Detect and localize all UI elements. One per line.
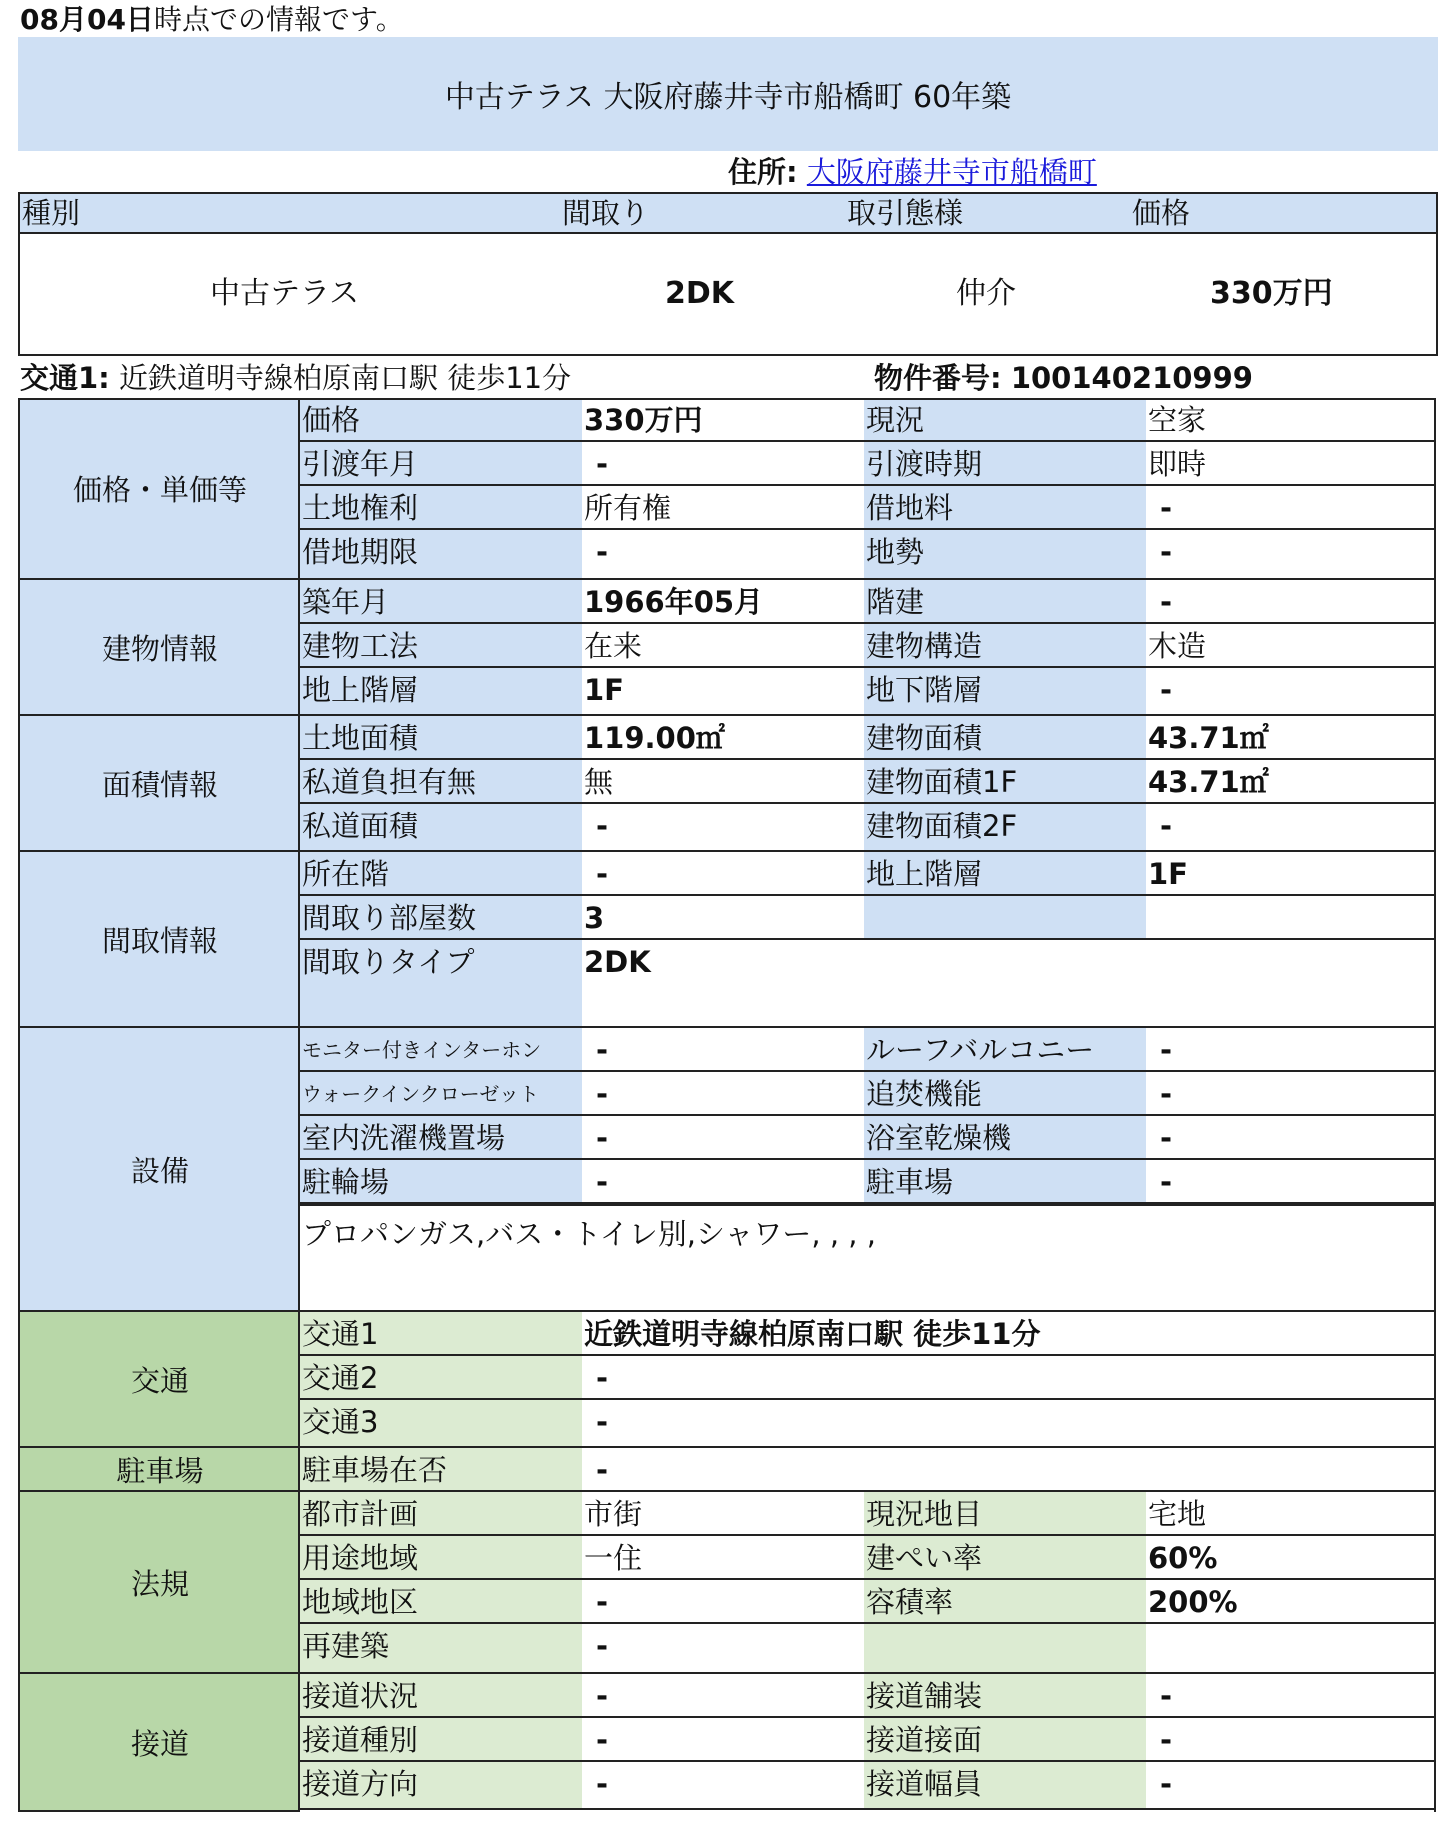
section-building-label: 建物情報 — [101, 631, 218, 666]
row-divider — [300, 1398, 1436, 1400]
section-law — [18, 1492, 300, 1674]
field-value-2: 木造 — [1148, 629, 1207, 663]
field-value: 1F — [584, 673, 624, 707]
page-title-banner — [18, 37, 1438, 151]
field-value-2: - — [1160, 491, 1173, 525]
field-value: - — [596, 809, 609, 843]
equipment-note: プロパンガス,バス・トイレ別,シャワー, , , , — [302, 1217, 876, 1251]
field-label-2: 建物構造 — [864, 624, 1146, 666]
summary-transaction: 仲介 — [956, 276, 1016, 311]
row-divider — [300, 1672, 1436, 1674]
field-value: 在来 — [584, 629, 643, 663]
field-label: 都市計画 — [300, 1492, 582, 1534]
row-divider — [300, 1446, 1436, 1448]
row-divider — [300, 1204, 1436, 1206]
section-equipment-label: 設備 — [130, 1153, 189, 1188]
field-value: 市街 — [584, 1497, 643, 1531]
row-divider — [300, 1622, 1436, 1624]
field-label: 土地権利 — [300, 486, 582, 528]
field-value: - — [596, 1121, 609, 1155]
section-traffic-label: 交通 — [130, 1363, 189, 1398]
field-value-2 — [1146, 1624, 1436, 1672]
row-divider — [300, 528, 1436, 530]
row-divider — [300, 1354, 1436, 1356]
field-value: - — [596, 535, 609, 569]
field-label: 借地期限 — [300, 530, 582, 578]
row-divider — [300, 1490, 1436, 1492]
field-label-2: 地上階層 — [864, 852, 1146, 894]
field-value-2: 即時 — [1148, 447, 1207, 481]
field-label-2: 追焚機能 — [864, 1072, 1146, 1114]
field-value: - — [596, 1767, 609, 1801]
field-value-2: - — [1160, 1679, 1173, 1713]
field-value-2: 43.71㎡ — [1148, 765, 1269, 799]
section-price — [18, 398, 300, 580]
field-label: 地域地区 — [300, 1580, 582, 1622]
field-label: 築年月 — [300, 580, 582, 622]
row-divider — [300, 1070, 1436, 1072]
section-price-label: 価格・単価等 — [72, 472, 247, 507]
field-label: 再建築 — [300, 1624, 582, 1672]
field-label: 間取り部屋数 — [300, 896, 582, 938]
row-divider — [300, 1158, 1436, 1160]
field-value-2: - — [1160, 1165, 1173, 1199]
property-number-label: 物件番号: — [874, 361, 1002, 395]
field-value: - — [596, 1361, 609, 1395]
section-parking-label: 駐車場 — [116, 1453, 204, 1488]
traffic-value: 近鉄道明寺線柏原南口駅 徒歩11分 — [119, 361, 572, 395]
field-label: 室内洗濯機置場 — [300, 1116, 582, 1158]
field-label-2: 浴室乾燥機 — [864, 1116, 1146, 1158]
page-title: 中古テラス 大阪府藤井寺市船橋町 60年築 — [444, 80, 1012, 115]
field-value-2: - — [1160, 1767, 1173, 1801]
field-label-2: 接道接面 — [864, 1718, 1146, 1760]
row-divider — [300, 666, 1436, 668]
summary-header-price: 価格 — [1132, 196, 1191, 230]
section-area — [18, 716, 300, 852]
row-divider — [300, 1760, 1436, 1762]
section-layout — [18, 852, 300, 1028]
row-divider — [300, 850, 1436, 852]
field-value-2: 60% — [1148, 1541, 1218, 1575]
field-label: 私道負担有無 — [300, 760, 582, 802]
field-label-2: 建物面積1F — [864, 760, 1146, 802]
field-label-2: ルーフバルコニー — [864, 1028, 1146, 1070]
summary-type: 中古テラス — [210, 276, 360, 311]
section-law-label: 法規 — [130, 1566, 189, 1601]
row-divider — [300, 1716, 1436, 1718]
divider — [298, 398, 300, 1812]
field-label-2: 階建 — [864, 580, 1146, 622]
field-label: 接道種別 — [300, 1718, 582, 1760]
property-number — [874, 358, 1253, 398]
section-area-label: 面積情報 — [101, 767, 218, 802]
field-value: - — [596, 1077, 609, 1111]
field-value: 一住 — [584, 1541, 643, 1575]
row-divider — [300, 1310, 1436, 1312]
field-label-2: 地下階層 — [864, 668, 1146, 714]
field-value: 3 — [584, 901, 605, 935]
field-value-2: 43.71㎡ — [1148, 721, 1269, 755]
field-value: 所有権 — [584, 491, 672, 525]
field-label-2 — [864, 896, 1146, 938]
field-label-2 — [864, 1624, 1146, 1672]
summary-header-transaction: 取引態様 — [847, 196, 964, 230]
as-of-suffix: 時点での情報です。 — [153, 3, 404, 36]
field-value: 119.00㎡ — [584, 721, 725, 755]
field-label: 建物工法 — [300, 624, 582, 666]
summary-header-layout: 間取り — [562, 196, 650, 230]
row-divider — [300, 714, 1436, 716]
row-divider — [300, 1114, 1436, 1116]
field-label: 接道状況 — [300, 1674, 582, 1716]
section-parking — [18, 1448, 300, 1492]
traffic-line — [20, 358, 571, 398]
row-divider — [300, 894, 1436, 896]
section-road — [18, 1674, 300, 1812]
field-label: 間取りタイプ — [300, 940, 582, 1026]
summary-layout: 2DK — [665, 276, 735, 311]
field-label: 駐輪場 — [300, 1160, 582, 1202]
as-of-notice — [20, 2, 404, 38]
row-divider — [300, 484, 1436, 486]
field-value: 無 — [584, 765, 614, 799]
detail-table — [18, 398, 1436, 1812]
traffic-label: 交通1: — [20, 361, 110, 395]
property-number-value: 100140210999 — [1010, 361, 1253, 395]
summary-header-type: 種別 — [22, 196, 81, 230]
field-label: 用途地域 — [300, 1536, 582, 1578]
field-label-2: 接道舗装 — [864, 1674, 1146, 1716]
field-label-2: 駐車場 — [864, 1160, 1146, 1202]
field-value: 1966年05月 — [584, 585, 764, 619]
field-value-2: - — [1160, 1077, 1173, 1111]
row-divider — [300, 1534, 1436, 1536]
section-layout-label: 間取情報 — [101, 923, 218, 958]
row-divider — [300, 622, 1436, 624]
field-value: - — [596, 1723, 609, 1757]
field-label-2: 引渡時期 — [864, 442, 1146, 484]
as-of-date: 08月04日 — [20, 3, 154, 36]
field-label-2: 建ぺい率 — [864, 1536, 1146, 1578]
field-label-2: 現況 — [864, 398, 1146, 440]
field-label: 私道面積 — [300, 804, 582, 850]
field-value-2: - — [1160, 809, 1173, 843]
field-value-2: - — [1160, 585, 1173, 619]
field-label-2: 建物面積2F — [864, 804, 1146, 850]
field-value-2: - — [1160, 673, 1173, 707]
field-value: - — [596, 1165, 609, 1199]
field-value-2: 1F — [1148, 857, 1188, 891]
row-divider — [300, 802, 1436, 804]
field-value: - — [596, 447, 609, 481]
field-label: モニター付きインターホン — [300, 1028, 582, 1070]
row-divider — [300, 1808, 1436, 1810]
field-label-2: 接道幅員 — [864, 1762, 1146, 1808]
field-value: - — [596, 1405, 609, 1439]
field-label-2: 借地料 — [864, 486, 1146, 528]
field-label: 交通3 — [300, 1400, 582, 1446]
address-link[interactable]: 大阪府藤井寺市船橋町 — [806, 155, 1097, 189]
divider — [1434, 398, 1436, 1812]
section-building — [18, 580, 300, 716]
field-label: 駐車場在否 — [300, 1448, 582, 1490]
section-road-label: 接道 — [130, 1726, 189, 1761]
section-equipment — [18, 1028, 300, 1312]
row-divider — [300, 578, 1436, 580]
row-divider — [300, 1578, 1436, 1580]
field-value: - — [596, 1585, 609, 1619]
row-divider — [300, 1026, 1436, 1028]
summary-price: 330万円 — [1210, 276, 1333, 311]
field-value: - — [596, 1033, 609, 1067]
field-value-2: - — [1160, 535, 1173, 569]
row-divider — [300, 440, 1436, 442]
field-value: - — [596, 1453, 609, 1487]
field-label: 価格 — [300, 398, 582, 440]
field-value-2: 空家 — [1148, 403, 1207, 437]
summary-values — [18, 232, 1438, 356]
divider — [18, 398, 1436, 400]
field-label: 地上階層 — [300, 668, 582, 714]
field-label-2: 容積率 — [864, 1580, 1146, 1622]
address-line — [728, 152, 1097, 192]
field-value-2: 200% — [1148, 1585, 1238, 1619]
field-value: 近鉄道明寺線柏原南口駅 徒歩11分 — [584, 1317, 1041, 1351]
field-label-2: 地勢 — [864, 530, 1146, 578]
field-value: - — [596, 857, 609, 891]
field-label-2: 建物面積 — [864, 716, 1146, 758]
field-value: 330万円 — [584, 403, 703, 437]
layout-type-label-fill — [300, 984, 582, 1026]
field-value-2 — [1146, 896, 1436, 938]
field-label-2: 現況地目 — [864, 1492, 1146, 1534]
field-label: 所在階 — [300, 852, 582, 894]
row-divider — [300, 938, 1436, 940]
field-label: 土地面積 — [300, 716, 582, 758]
section-traffic — [18, 1312, 300, 1448]
field-value-2: - — [1160, 1121, 1173, 1155]
field-value-2: - — [1160, 1033, 1173, 1067]
field-label: 交通2 — [300, 1356, 582, 1398]
field-label: 交通1 — [300, 1312, 582, 1354]
field-value: - — [596, 1679, 609, 1713]
field-label: 接道方向 — [300, 1762, 582, 1808]
field-label: ウォークインクローゼット — [300, 1072, 582, 1114]
field-value-2: - — [1160, 1723, 1173, 1757]
address-label: 住所: — [728, 155, 798, 189]
field-value: 2DK — [584, 945, 651, 979]
field-value-2: 宅地 — [1148, 1497, 1207, 1531]
field-value: - — [596, 1629, 609, 1663]
summary-header — [18, 192, 1438, 232]
field-label: 引渡年月 — [300, 442, 582, 484]
row-divider — [300, 758, 1436, 760]
